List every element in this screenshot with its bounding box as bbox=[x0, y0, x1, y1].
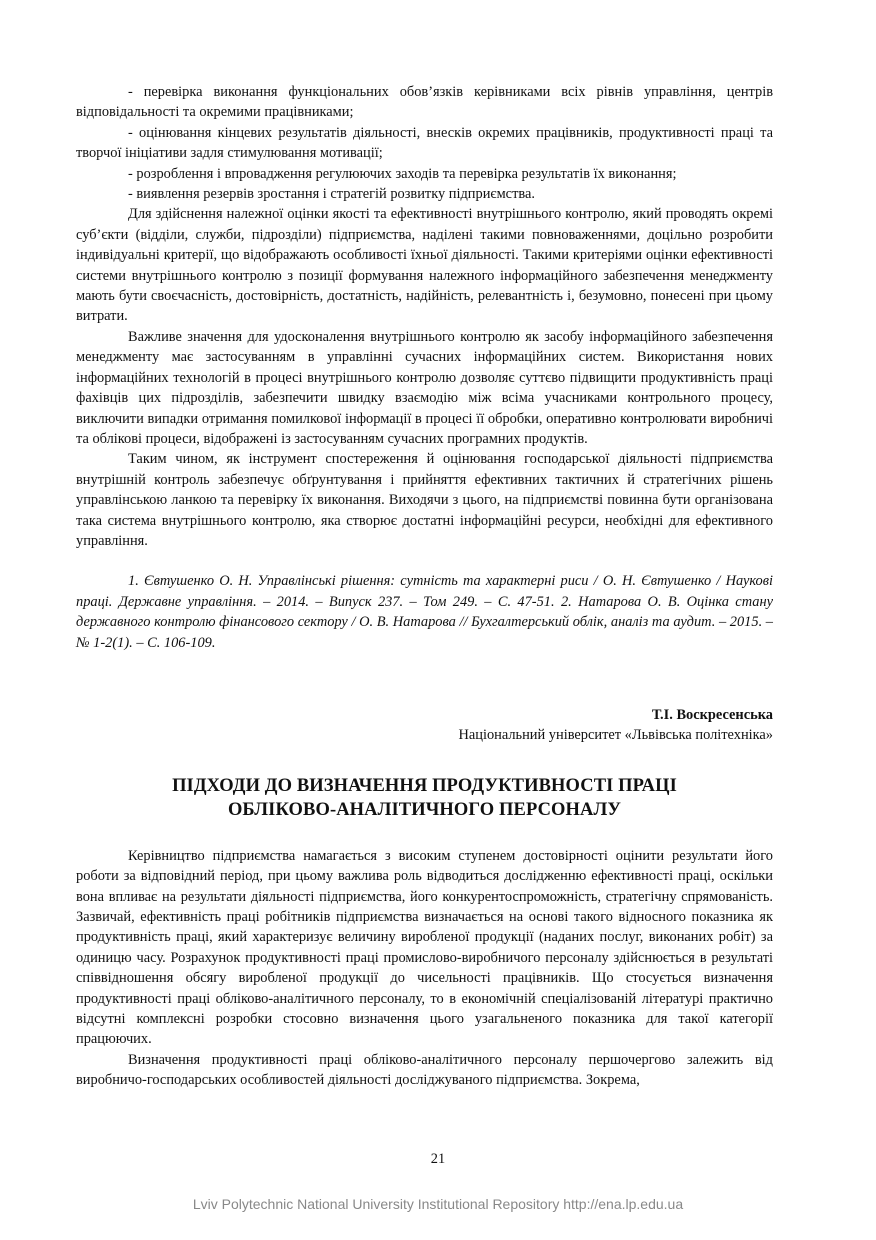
body-paragraph: Важливе значення для удосконалення внутрішнього контролю як засобу інформаційного забезпечення менеджменту має застосуванням в управлінні сучасних інформаційних систем. Використання нових інформаційних технологій в процесі внутрішнього контролю дозволяє суттєво підвищити продуктивність праці фахівців цих підрозділів, забезпечити швидку взаємодію між всіма учасниками контрольного процесу, виключити випадки отримання помилкової інформації в процесі її обробки, оперативно контролювати виробничі та облікові процеси, відображені із застосуванням сучасних програмних продуктів. bbox=[76, 328, 773, 447]
references: 1. Євтушенко О. Н. Управлінські рішення: сутність та характерні риси / О. Н. Євтушенко / Наукові праці. Державне управління. – 2014. – Випуск 237. – Том 249. – С. 47-51. 2. Натарова О. В. Оцінка стану державного контролю фінансового сектору / О. В. Натарова // Бухгалтерський облік, аналіз та аудит. – 2015. – № 1-2(1). – С. 106-109. bbox=[76, 573, 773, 651]
author-block bbox=[76, 705, 773, 746]
article-title-line: ПІДХОДИ ДО ВИЗНАЧЕННЯ ПРОДУКТИВНОСТІ ПРАЦІ bbox=[172, 775, 677, 796]
repository-footer: Lviv Polytechnic National University Institutional Repository http://ena.lp.edu.ua bbox=[192, 1196, 684, 1212]
body-paragraph: Для здійснення належної оцінки якості та ефективності внутрішнього контролю, який проводять окремі суб’єкти (відділи, служби, підрозділи) підприємства, наділені такими повноваженнями, доцільно розробити індивідуальні критерії, що відображають особливості їхньої діяльності. Такими критеріями оцінки ефективності системи внутрішнього контролю з позиції формування належного інформаційного забезпечення менеджменту мають бути своєчасність, достовірність, достатність, надійність, релевантність і, безумовно, понесені при цьому витрати. bbox=[76, 206, 773, 325]
body-paragraph: Визначення продуктивності праці обліково-аналітичного персоналу першочергово залежить від виробничо-господарських особливостей діяльності досліджуваного підприємства. Зокрема, bbox=[76, 1051, 773, 1089]
author-name: Т.І. Воскресенська bbox=[651, 706, 773, 723]
page-content bbox=[76, 82, 773, 1091]
list-item: - розроблення і впровадження регулюючих заходів та перевірка результатів їх виконання; bbox=[128, 165, 677, 182]
list-item: - виявлення резервів зростання і стратегій розвитку підприємства. bbox=[128, 186, 535, 203]
body-paragraph: Таким чином, як інструмент спостереження й оцінювання господарської діяльності підприємства внутрішній контроль забезпечує обґрунтування і прийняття ефективних тактичних й стратегічних рішень управлінською ланкою та перевірку їх виконання. Виходячи з цього, на підприємстві повинна бути організована така система внутрішнього контролю, яка створює достатні інформаційні ресурси, необхідні для ефективного управління. bbox=[76, 451, 773, 549]
body-paragraph: Керівництво підприємства намагається з високим ступенем достовірності оцінити результати його роботи за відповідний період, при цьому важлива роль відводиться дослідженню ефективності праці, оскільки вона впливає на результати діяльності підприємства, його конкурентоспроможність, стратегічну спрямованість. Зазвичай, ефективність праці робітників підприємства визначається на основі такого відносного показника як продуктивність праці, який характеризує величину виробленої продукції (наданих послуг, виконаних робіт) за одиницю часу. Розрахунок продуктивності праці промислово-виробничого персоналу здійснюється в результаті співвідношення обсягу виробленої продукції до чисельності працівників. Що стосується визначення продуктивності праці обліково-аналітичного персоналу, то в економічній спеціалізованій літературі практично відсутні комплексні розробки стосовно визначення цього узагальненого показника для такої категорії працюючих. bbox=[76, 847, 773, 1048]
article-title-line: ОБЛІКОВО-АНАЛІТИЧНОГО ПЕРСОНАЛУ bbox=[227, 799, 622, 820]
author-affiliation: Національний університет «Львівська політехніка» bbox=[458, 727, 773, 744]
list-item: - перевірка виконання функціональних обов’язків керівниками всіх рівнів управління, центрів відповідальності та окремими працівниками; bbox=[76, 84, 773, 121]
page-number: 21 bbox=[430, 1151, 446, 1167]
article-body bbox=[76, 846, 773, 1091]
article-title bbox=[76, 774, 773, 822]
list-item: - оцінювання кінцевих результатів діяльності, внесків окремих працівників, продуктивності праці та творчої ініціативи задля стимулювання мотивації; bbox=[76, 124, 773, 162]
